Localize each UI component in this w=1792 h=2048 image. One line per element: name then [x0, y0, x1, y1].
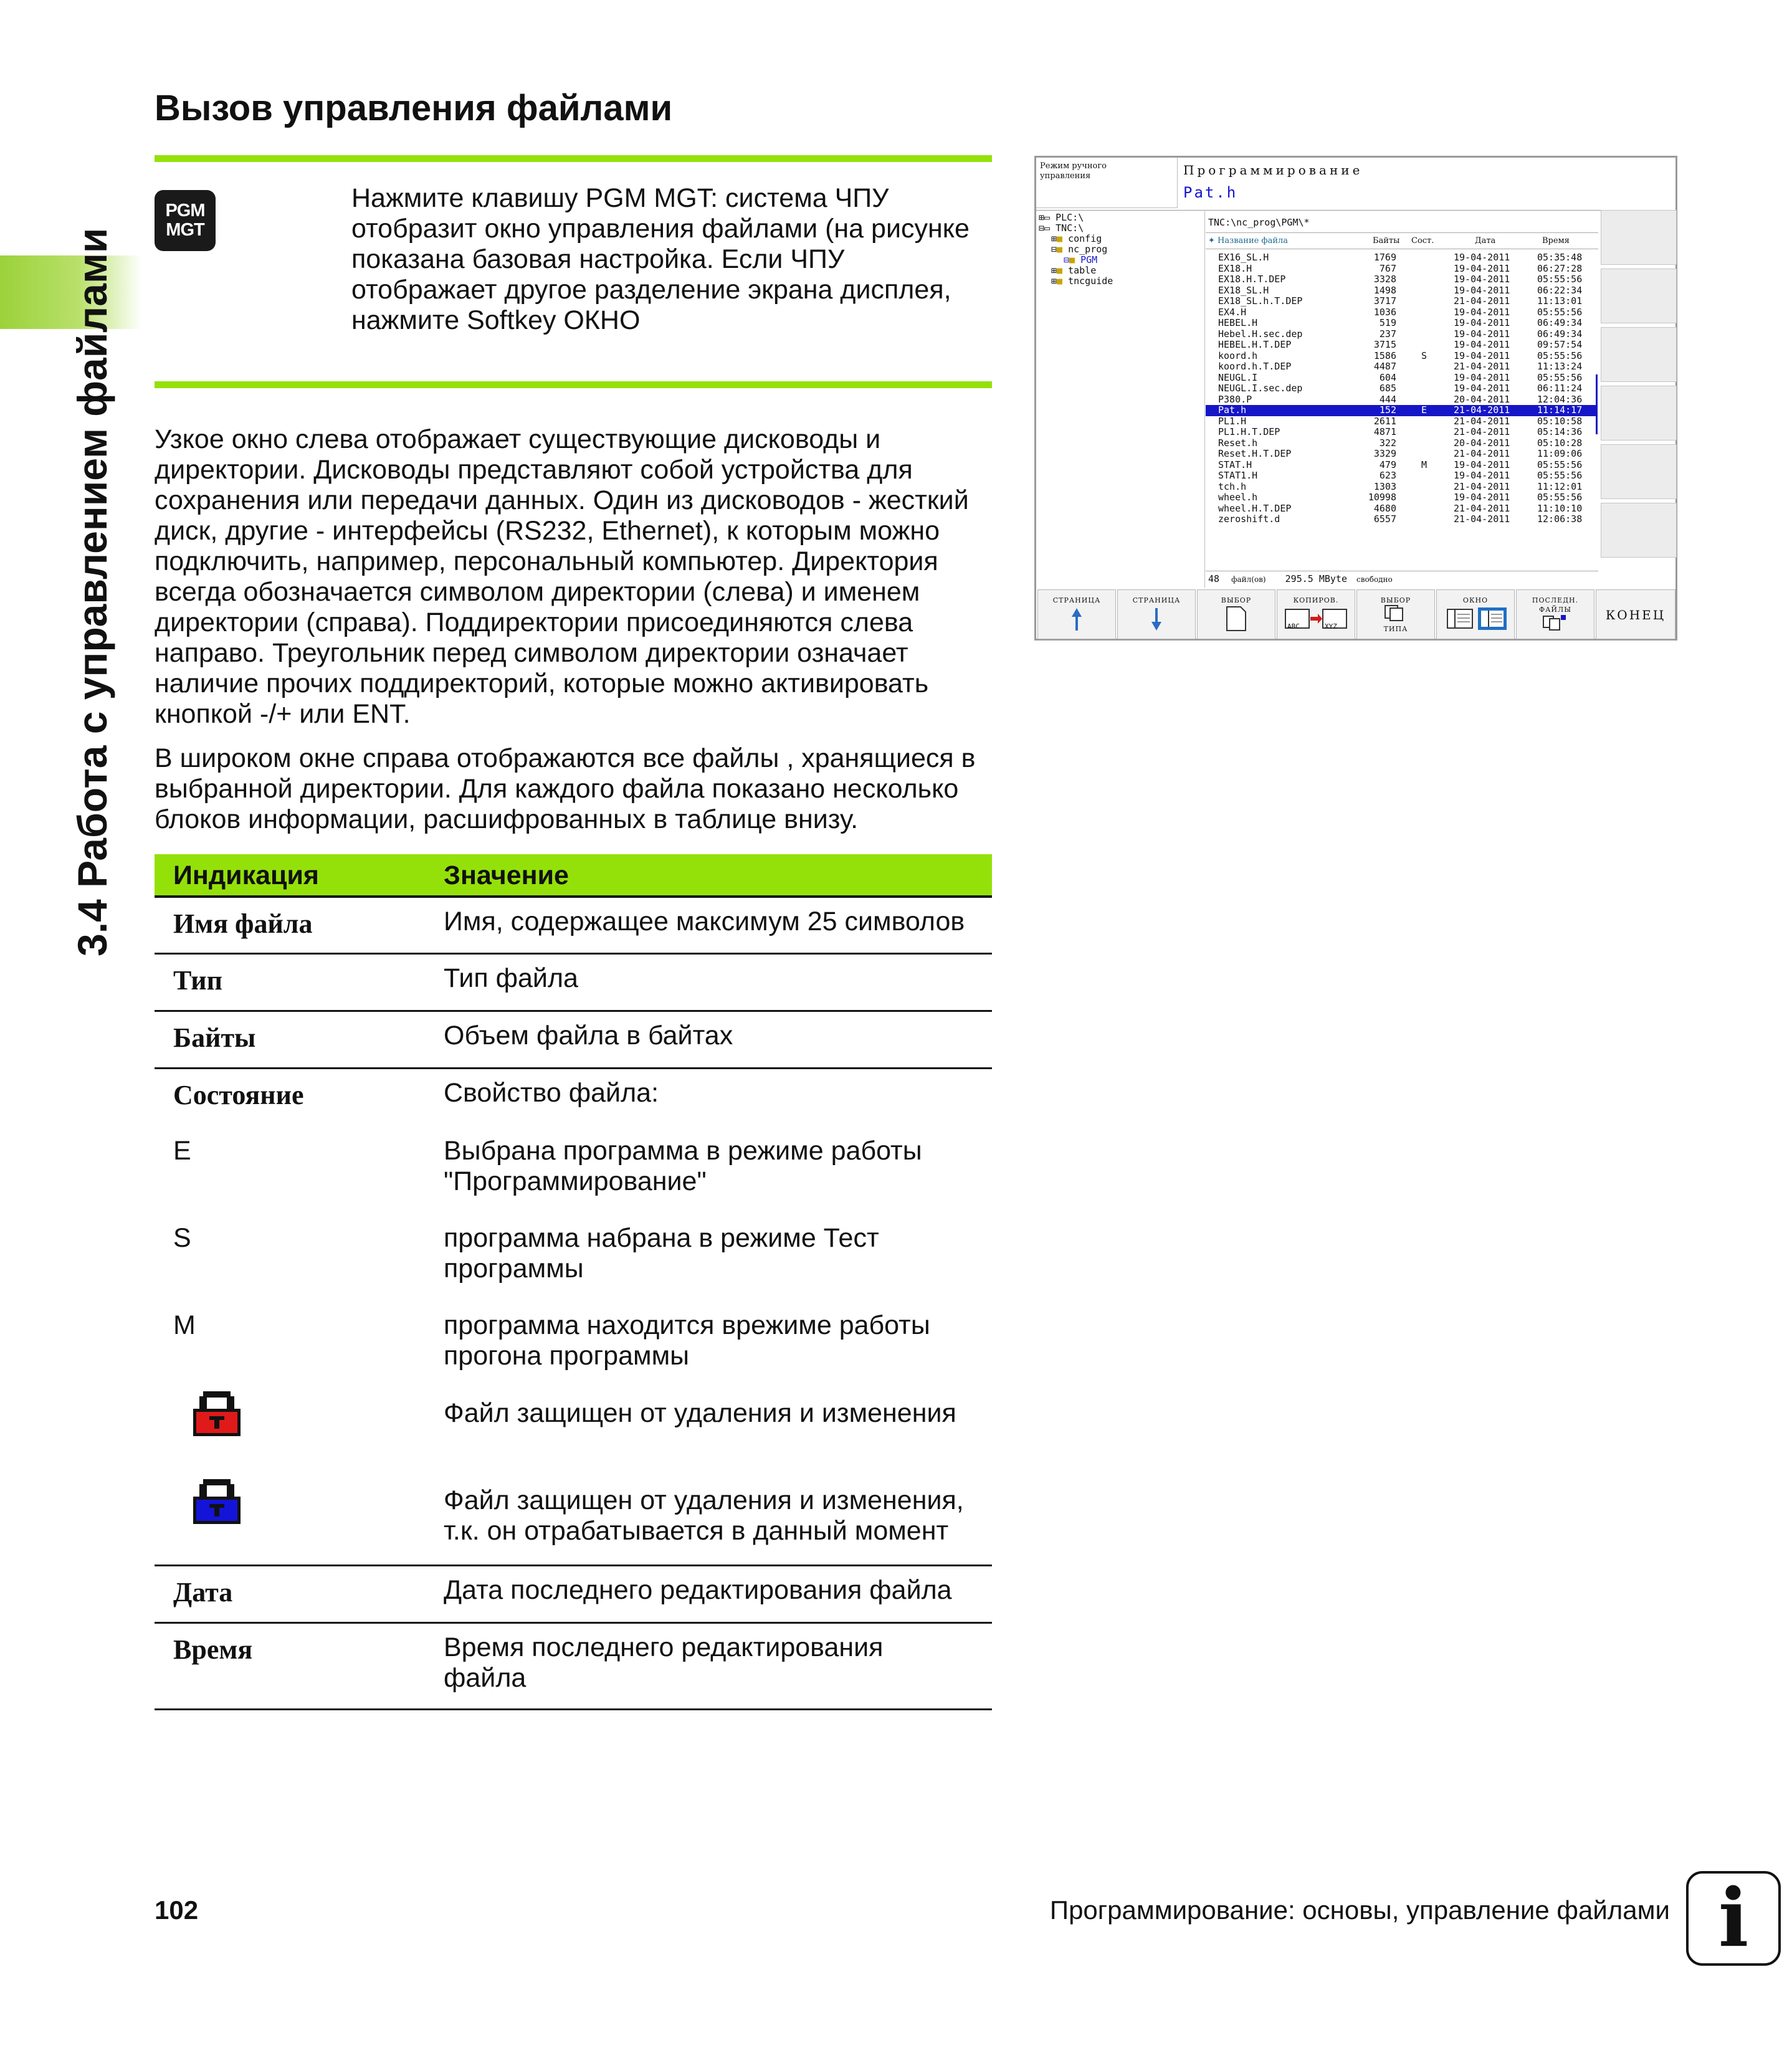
- free-space: 295.5 MByte: [1285, 573, 1347, 584]
- table-cell-key: Байты: [173, 1022, 256, 1053]
- file-name: PL1.H.T.DEP: [1218, 426, 1280, 437]
- tree-item-plc[interactable]: ⊞▭ PLC:\: [1039, 212, 1084, 223]
- paragraph-line: направо. Треугольник перед символом директории означает: [155, 638, 908, 668]
- file-date: 21-04-2011: [1454, 361, 1510, 372]
- file-name: EX18.H.T.DEP: [1218, 274, 1286, 285]
- header-label: Название файла: [1218, 236, 1289, 245]
- page-number: 102: [155, 1895, 199, 1925]
- side-softkey-6[interactable]: [1601, 503, 1677, 558]
- file-time: 06:49:34: [1537, 317, 1583, 328]
- file-row[interactable]: [1206, 470, 1596, 482]
- file-time: 06:49:34: [1537, 328, 1583, 340]
- status-code-s: S: [173, 1223, 191, 1253]
- file-name: HEBEL.H: [1218, 317, 1258, 328]
- file-bytes: 1586: [1373, 350, 1396, 361]
- file-time: 05:55:56: [1537, 306, 1583, 318]
- file-bytes: 2611: [1373, 415, 1396, 427]
- file-row[interactable]: [1206, 274, 1596, 285]
- status-e-description: [444, 1136, 986, 1197]
- recent-files-icon: [1540, 614, 1571, 631]
- page-up-softkey[interactable]: [1037, 589, 1116, 639]
- paragraph-line: сохранения или передачи данных. Один из дисководов - жесткий: [155, 485, 969, 515]
- file-date: 19-04-2011: [1454, 339, 1510, 350]
- file-row[interactable]: [1206, 296, 1596, 307]
- blue-lock-description: [444, 1485, 986, 1546]
- value-line: Тип файла: [444, 963, 578, 993]
- value-line: Объем файла в байтах: [444, 1021, 733, 1050]
- file-time: 05:14:36: [1537, 426, 1583, 437]
- mode-label-line: Режим ручного: [1040, 161, 1107, 171]
- status-code-m: M: [173, 1310, 196, 1340]
- divider: [1206, 232, 1598, 233]
- file-row[interactable]: [1206, 351, 1596, 362]
- file-name: Reset.h: [1218, 437, 1258, 449]
- table-row: [155, 1622, 992, 1710]
- intro-line: Нажмите клавишу PGM MGT: система ЧПУ: [351, 183, 889, 213]
- file-bytes: 1303: [1373, 480, 1396, 492]
- file-bytes: 1036: [1373, 306, 1396, 318]
- table-cell-key: Состояние: [173, 1080, 304, 1110]
- table-cell-key: Дата: [173, 1577, 233, 1607]
- tree-label: table: [1068, 265, 1097, 276]
- file-row[interactable]: [1206, 329, 1596, 340]
- paragraph-files: [155, 743, 1002, 835]
- file-time: 05:55:56: [1537, 492, 1583, 503]
- file-row[interactable]: [1206, 264, 1596, 275]
- tree-item-tnc[interactable]: ⊟▭ TNC:\: [1039, 222, 1084, 234]
- file-name: NEUGL.I.sec.dep: [1218, 383, 1303, 394]
- file-time: 05:55:56: [1537, 459, 1583, 470]
- select-softkey[interactable]: [1197, 589, 1275, 639]
- last-files-softkey[interactable]: [1516, 589, 1594, 639]
- file-time: 11:09:06: [1537, 448, 1583, 459]
- file-bytes: 3328: [1373, 274, 1396, 285]
- file-date: 19-04-2011: [1454, 252, 1510, 263]
- mode-panel: [1036, 158, 1178, 208]
- tree-label: PLC:\: [1056, 212, 1084, 223]
- file-name: Hebel.H.sec.dep: [1218, 328, 1303, 340]
- softkey-label: ОКНО: [1462, 596, 1489, 604]
- table-cell-value: [444, 907, 986, 937]
- file-status: E: [1421, 404, 1427, 416]
- file-bytes: 444: [1379, 393, 1396, 405]
- file-panel: [1206, 211, 1598, 588]
- end-softkey[interactable]: [1596, 589, 1675, 639]
- file-name: EX4.H: [1218, 306, 1247, 318]
- red-lock-description: [444, 1398, 986, 1429]
- file-bytes: 767: [1379, 262, 1396, 274]
- softkey-sublabel: ТИПА: [1383, 625, 1408, 633]
- paragraph-line: кнопкой -/+ или ENT.: [155, 699, 411, 729]
- file-row[interactable]: [1206, 427, 1596, 438]
- value-line: Файл защищен от удаления и изменения,: [444, 1485, 964, 1515]
- file-bytes: 623: [1379, 470, 1396, 481]
- file-status: S: [1421, 350, 1427, 361]
- value-line: Время последнего редактирования: [444, 1632, 884, 1662]
- file-time: 11:10:10: [1537, 502, 1583, 514]
- file-time: 05:55:56: [1537, 350, 1583, 361]
- key-label-line1: PGM: [165, 201, 205, 221]
- value-line: программа набрана в режиме Тест: [444, 1223, 879, 1253]
- paragraph-drives: [155, 424, 1002, 730]
- indication-table: [155, 854, 992, 1710]
- table-header: [155, 854, 992, 895]
- page-down-softkey[interactable]: [1117, 589, 1196, 639]
- paragraph-line: директории (справа). Поддиректории присоединяются слева: [155, 607, 913, 637]
- side-softkey-5[interactable]: [1601, 444, 1677, 499]
- green-rule-bottom: [155, 381, 992, 388]
- file-date: 21-04-2011: [1454, 513, 1510, 525]
- file-name: EX18_SL.H: [1218, 284, 1269, 296]
- file-name: wheel.h: [1218, 492, 1258, 503]
- copy-source-label: ABC: [1287, 622, 1300, 631]
- file-date: 21-04-2011: [1454, 448, 1510, 459]
- file-bytes: 685: [1379, 383, 1396, 394]
- file-bytes: 4680: [1373, 502, 1396, 514]
- table-row-status: [155, 1067, 992, 1565]
- file-date: 21-04-2011: [1454, 480, 1510, 492]
- paragraph-line: наличие прочих поддиректорий, которые можно активировать: [155, 669, 929, 698]
- file-bytes: 6557: [1373, 513, 1396, 525]
- tree-label: tncguide: [1068, 275, 1113, 287]
- file-date: 21-04-2011: [1454, 295, 1510, 307]
- side-softkey-4[interactable]: [1601, 386, 1677, 441]
- select-type-softkey[interactable]: [1356, 589, 1435, 639]
- header-date[interactable]: Дата: [1475, 236, 1496, 245]
- file-date: 19-04-2011: [1454, 383, 1510, 394]
- file-name: EX16_SL.H: [1218, 252, 1269, 263]
- file-time: 11:13:24: [1537, 361, 1583, 372]
- file-name: HEBEL.H.T.DEP: [1218, 339, 1292, 350]
- divider: [1036, 210, 1677, 211]
- softkey-label: КОПИРОВ.: [1293, 596, 1339, 604]
- file-name: P380.P: [1218, 393, 1252, 405]
- paragraph-line: подключить, например, персональный компьютер. Директория: [155, 546, 938, 576]
- table-cell-value: [444, 1078, 986, 1108]
- file-date: 19-04-2011: [1454, 459, 1510, 470]
- table-row: [155, 953, 992, 1010]
- table-header-meaning: Значение: [444, 860, 569, 890]
- file-date: 19-04-2011: [1454, 262, 1510, 274]
- file-row[interactable]: [1206, 503, 1596, 515]
- softkey-label: ВЫБОР: [1380, 596, 1411, 604]
- paragraph-line: выбранной директории. Для каждого файла показано несколько: [155, 774, 959, 804]
- softkey-label: КОНЕЦ: [1605, 607, 1666, 622]
- file-time: 11:13:01: [1537, 295, 1583, 307]
- info-icon: [1686, 1871, 1781, 1966]
- file-row[interactable]: [1206, 460, 1596, 471]
- header-status[interactable]: Сост.: [1411, 236, 1434, 245]
- status-s-description: [444, 1223, 986, 1284]
- file-row[interactable]: [1206, 394, 1596, 406]
- tree-label: nc_prog: [1068, 244, 1108, 255]
- file-bytes: 152: [1379, 404, 1396, 416]
- softkey-label: ПОСЛЕДН.: [1532, 596, 1579, 604]
- file-row[interactable]: [1206, 416, 1596, 427]
- table-cell-value: [444, 1021, 986, 1051]
- file-name: tch.h: [1218, 480, 1247, 492]
- file-status: M: [1421, 459, 1427, 470]
- files-stack-icon: [1381, 604, 1410, 622]
- paragraph-line: всегда обозначается символом директории (слева) и именем: [155, 577, 920, 607]
- mode-label: [1040, 161, 1107, 181]
- file-count: 48: [1208, 573, 1220, 584]
- file-date: 19-04-2011: [1454, 317, 1510, 328]
- file-bytes: 604: [1379, 371, 1396, 383]
- file-count-label: файл(ов): [1231, 575, 1266, 584]
- intro-line: показана базовая настройка. Если ЧПУ: [351, 244, 845, 274]
- table-cell-key: Имя файла: [173, 908, 313, 939]
- table-cell-key: Время: [173, 1634, 253, 1665]
- table-header-indication: Индикация: [173, 860, 320, 890]
- value-line: т.к. он отрабатывается в данный момент: [444, 1516, 949, 1546]
- window-layout-icon: [1441, 604, 1510, 632]
- file-list: [1206, 252, 1598, 525]
- file-name: NEUGL.I: [1218, 371, 1258, 383]
- paragraph-line: Узкое окно слева отображает существующие дисководы и: [155, 424, 881, 454]
- file-row[interactable]: [1206, 373, 1596, 384]
- value-line: прогона программы: [444, 1341, 690, 1371]
- value-line: Свойство файла:: [444, 1078, 659, 1108]
- file-time: 05:55:56: [1537, 371, 1583, 383]
- side-softkey-1[interactable]: [1601, 210, 1677, 265]
- mode-title: Программирование: [1183, 163, 1363, 178]
- tree-item-tncguide[interactable]: ⊞■ tncguide: [1051, 275, 1113, 287]
- file-name: wheel.H.T.DEP: [1218, 502, 1292, 514]
- softkey-sublabel: ФАЙЛЫ: [1538, 606, 1572, 614]
- tree-label: config: [1068, 233, 1102, 244]
- file-name: STAT.H: [1218, 459, 1252, 470]
- value-line: программы: [444, 1254, 584, 1284]
- copy-softkey[interactable]: [1277, 589, 1355, 639]
- file-time: 06:27:28: [1537, 262, 1583, 274]
- file-time: 05:35:48: [1537, 252, 1583, 263]
- header-bytes[interactable]: Байты: [1373, 236, 1400, 245]
- key-label-line2: MGT: [166, 220, 204, 240]
- paragraph-line: блоков информации, расшифрованных в таблице внизу.: [155, 804, 859, 834]
- page-title: Вызов управления файлами: [155, 88, 673, 128]
- file-row[interactable]: [1206, 514, 1596, 525]
- mode-label-line: управления: [1040, 171, 1091, 181]
- paragraph-line: директории. Дисководы представляют собой устройства для: [155, 455, 913, 485]
- footer-title: Программирование: основы, управление файлами: [1049, 1895, 1670, 1925]
- table-cell-key: Тип: [173, 965, 222, 996]
- header-name[interactable]: ✦ Название файла: [1208, 236, 1289, 245]
- file-name: koord.h: [1218, 350, 1258, 361]
- file-date: 21-04-2011: [1454, 426, 1510, 437]
- file-date: 19-04-2011: [1454, 328, 1510, 340]
- intro-line: отобразит окно управления файлами (на рисунке: [351, 214, 970, 244]
- file-row[interactable]: [1206, 318, 1596, 329]
- value-line: файла: [444, 1663, 527, 1693]
- file-row[interactable]: [1206, 307, 1596, 318]
- value-line: программа находится врежиме работы: [444, 1310, 930, 1340]
- file-bytes: 1769: [1373, 252, 1396, 263]
- directory-tree: [1036, 211, 1205, 588]
- file-date: 20-04-2011: [1454, 437, 1510, 449]
- file-date: 19-04-2011: [1454, 284, 1510, 296]
- free-space-label: свободно: [1356, 575, 1393, 584]
- value-line: Имя, содержащее максимум 25 символов: [444, 907, 965, 936]
- red-lock-icon: [191, 1390, 243, 1437]
- file-bytes: 4487: [1373, 361, 1396, 372]
- window-softkey[interactable]: [1436, 589, 1515, 639]
- file-time: 05:55:56: [1537, 274, 1583, 285]
- side-softkey-2[interactable]: [1601, 269, 1677, 323]
- arrow-up-icon: [1070, 607, 1083, 632]
- current-path: TNC:\nc_prog\PGM\*: [1208, 217, 1310, 228]
- tree-item-config[interactable]: ⊞■ config: [1051, 233, 1102, 244]
- softkey-label: СТРАНИЦА: [1052, 596, 1101, 604]
- file-row[interactable]: [1206, 340, 1596, 351]
- info-letter: i: [1718, 1872, 1749, 1965]
- tree-item-pgm[interactable]: ⊟■ PGM: [1064, 254, 1098, 265]
- file-date: 19-04-2011: [1454, 306, 1510, 318]
- file-date: 19-04-2011: [1454, 274, 1510, 285]
- file-bytes: 237: [1379, 328, 1396, 340]
- file-date: 19-04-2011: [1454, 350, 1510, 361]
- table-row: [155, 1010, 992, 1067]
- blue-lock-icon: [191, 1478, 243, 1525]
- file-time: 11:14:17: [1537, 404, 1583, 416]
- file-bytes: 10998: [1368, 492, 1396, 503]
- tree-label: TNC:\: [1056, 222, 1084, 234]
- file-name: PL1.H: [1218, 415, 1247, 427]
- file-name: EX18.H: [1218, 262, 1252, 274]
- file-time: 11:12:01: [1537, 480, 1583, 492]
- file-name: koord.h.T.DEP: [1218, 361, 1292, 372]
- file-row[interactable]: [1206, 252, 1596, 264]
- table-cell-value: [444, 1575, 986, 1606]
- value-line: Дата последнего редактирования файла: [444, 1575, 952, 1605]
- green-rule-top: [155, 155, 992, 162]
- file-bytes: 322: [1379, 437, 1396, 449]
- file-date: 21-04-2011: [1454, 404, 1510, 416]
- file-date: 21-04-2011: [1454, 415, 1510, 427]
- file-time: 05:10:28: [1537, 437, 1583, 449]
- table-row: [155, 1565, 992, 1622]
- header-time[interactable]: Время: [1542, 236, 1570, 245]
- tree-label: PGM: [1080, 254, 1098, 265]
- file-row[interactable]: [1206, 438, 1596, 449]
- file-bytes: 3717: [1373, 295, 1396, 307]
- intro-text: [351, 183, 993, 336]
- table-row: [155, 895, 992, 953]
- file-row[interactable]: [1206, 482, 1596, 493]
- file-date: 20-04-2011: [1454, 393, 1510, 405]
- file-row[interactable]: [1206, 383, 1596, 394]
- file-time: 12:04:36: [1537, 393, 1583, 405]
- file-name: STAT1.H: [1218, 470, 1258, 481]
- tree-item-nc-prog[interactable]: ⊟■ nc_prog: [1051, 244, 1108, 255]
- scrollbar-thumb[interactable]: [1596, 374, 1598, 434]
- value-line: "Программирование": [444, 1166, 707, 1196]
- file-row[interactable]: [1206, 492, 1596, 503]
- file-date: 19-04-2011: [1454, 371, 1510, 383]
- value-line: Выбрана программа в режиме работы: [444, 1136, 922, 1166]
- file-date: 21-04-2011: [1454, 502, 1510, 514]
- file-time: 06:11:24: [1537, 383, 1583, 394]
- intro-line: отображает другое разделение экрана дисплея,: [351, 275, 951, 305]
- file-row[interactable]: [1206, 361, 1596, 373]
- file-date: 19-04-2011: [1454, 470, 1510, 481]
- file-date: 19-04-2011: [1454, 492, 1510, 503]
- arrow-down-icon: [1150, 607, 1163, 632]
- document-icon: [1222, 604, 1251, 632]
- file-bytes: 3715: [1373, 339, 1396, 350]
- table-cell-value: [444, 1632, 986, 1693]
- file-row[interactable]: [1206, 449, 1596, 460]
- file-name: Reset.H.T.DEP: [1218, 448, 1292, 459]
- file-bytes: 479: [1379, 459, 1396, 470]
- file-time: 06:22:34: [1537, 284, 1583, 296]
- file-time: 05:10:58: [1537, 415, 1583, 427]
- status-m-description: [444, 1310, 986, 1371]
- paragraph-line: диск, другие - интерфейсы (RS232, Ethernet), к которым можно: [155, 516, 940, 546]
- pgm-mgt-key-icon: [155, 190, 216, 251]
- side-tab-title: 3.4 Работа с управлением файлами: [69, 227, 115, 956]
- file-time: 09:57:54: [1537, 339, 1583, 350]
- file-bytes: 3329: [1373, 448, 1396, 459]
- program-name: Pat.h: [1183, 184, 1238, 201]
- file-name: zeroshift.d: [1218, 513, 1280, 525]
- tree-item-table[interactable]: ⊞■ table: [1051, 265, 1097, 276]
- file-bytes: 4871: [1373, 426, 1396, 437]
- file-time: 12:06:38: [1537, 513, 1583, 525]
- file-time: 05:55:56: [1537, 470, 1583, 481]
- softkey-label: СТРАНИЦА: [1132, 596, 1181, 604]
- file-row-selected[interactable]: [1206, 405, 1596, 416]
- side-softkey-3[interactable]: [1601, 327, 1677, 382]
- status-bar: [1208, 574, 1393, 585]
- status-code-e: E: [173, 1136, 191, 1166]
- tnc-screen: [1034, 156, 1677, 641]
- file-bytes: 1498: [1373, 284, 1396, 296]
- value-line: Файл защищен от удаления и изменения: [444, 1398, 956, 1428]
- file-bytes: 519: [1379, 317, 1396, 328]
- file-name: Pat.h: [1218, 404, 1247, 416]
- table-cell-value: [444, 963, 986, 994]
- softkey-label: ВЫБОР: [1221, 596, 1252, 604]
- file-name: EX18_SL.h.T.DEP: [1218, 295, 1303, 307]
- paragraph-line: В широком окне справа отображаются все файлы , хранящиеся в: [155, 743, 976, 773]
- copy-target-label: XYZ: [1325, 622, 1337, 631]
- intro-line: нажмите Softkey ОКНО: [351, 305, 641, 335]
- file-row[interactable]: [1206, 285, 1596, 297]
